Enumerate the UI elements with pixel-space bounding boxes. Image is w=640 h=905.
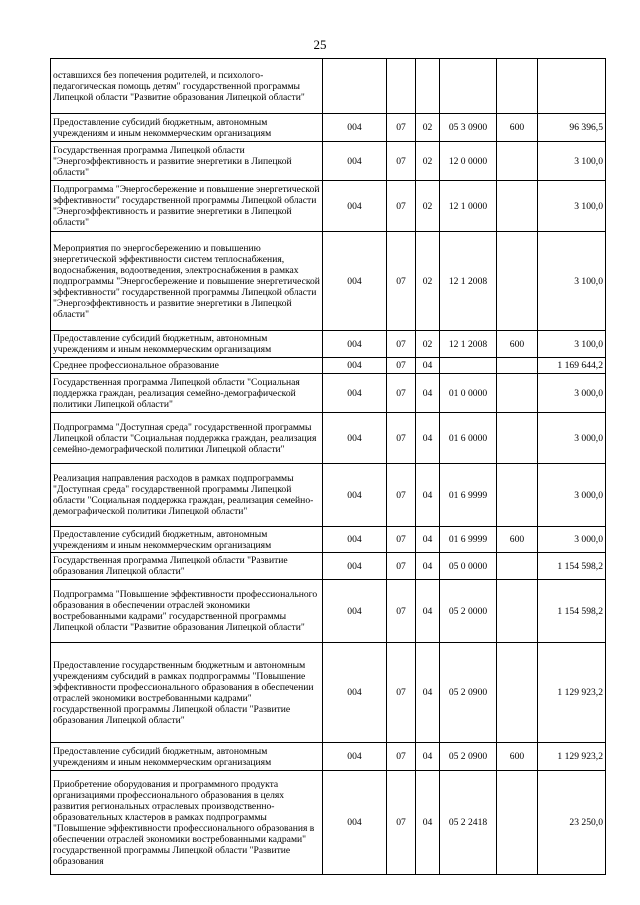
cell-rz: 07 — [387, 232, 416, 331]
cell-sum: 3 100,0 — [538, 232, 606, 331]
cell-sum: 3 100,0 — [538, 181, 606, 232]
cell-sum: 3 000,0 — [538, 527, 606, 553]
cell-sum: 23 250,0 — [538, 771, 606, 875]
cell-rz: 07 — [387, 413, 416, 464]
cell-sum: 3 100,0 — [538, 331, 606, 358]
cell-ved: 004 — [323, 771, 387, 875]
table-row — [51, 553, 606, 580]
cell-sum: 3 000,0 — [538, 374, 606, 413]
cell-pr: 04 — [416, 358, 440, 374]
cell-pr: 02 — [416, 181, 440, 232]
cell-sum: 1 129 923,2 — [538, 643, 606, 743]
cell-sum: 1 154 598,2 — [538, 580, 606, 643]
cell-vr — [497, 413, 538, 464]
cell-rz: 07 — [387, 464, 416, 527]
cell-sum: 3 100,0 — [538, 142, 606, 181]
cell-ved: 004 — [323, 142, 387, 181]
cell-ved: 004 — [323, 331, 387, 358]
cell-rz: 07 — [387, 331, 416, 358]
cell-csr: 05 2 2418 — [440, 771, 497, 875]
cell-ved: 004 — [323, 580, 387, 643]
cell-pr: 04 — [416, 643, 440, 743]
cell-name: Приобретение оборудования и программного продукта организациями профессионального образования в целях развития региональных отраслевых производственно-образовательных кластеров в рамках подпрограммы "Повышение эффективности профессионального образования в обеспечении отраслей экономики востребованными кадрами" государственной программы Липецкой области "Развитие образования — [51, 771, 323, 875]
table-row — [51, 743, 606, 771]
cell-rz: 07 — [387, 553, 416, 580]
cell-pr: 02 — [416, 114, 440, 142]
cell-name: Государственная программа Липецкой области "Социальная поддержка граждан, реализация семейно-демографической политики Липецкой области" — [51, 374, 323, 413]
cell-ved: 004 — [323, 464, 387, 527]
cell-vr — [497, 59, 538, 114]
cell-pr: 04 — [416, 527, 440, 553]
cell-csr: 01 0 0000 — [440, 374, 497, 413]
cell-pr: 02 — [416, 232, 440, 331]
cell-pr: 04 — [416, 464, 440, 527]
cell-csr: 05 2 0900 — [440, 643, 497, 743]
cell-sum: 3 000,0 — [538, 464, 606, 527]
cell-rz: 07 — [387, 142, 416, 181]
cell-ved: 004 — [323, 413, 387, 464]
cell-name: Предоставление субсидий бюджетным, автономным учреждениям и иным некоммерческим организациям — [51, 331, 323, 358]
cell-pr: 04 — [416, 743, 440, 771]
cell-csr: 05 2 0000 — [440, 580, 497, 643]
cell-name: Подпрограмма "Доступная среда" государственной программы Липецкой области "Социальная поддержка граждан, реализация семейно-демографической политики Липецкой области" — [51, 413, 323, 464]
table-row — [51, 114, 606, 142]
cell-sum: 1 169 644,2 — [538, 358, 606, 374]
cell-pr — [416, 59, 440, 114]
table-row — [51, 527, 606, 553]
table-row — [51, 331, 606, 358]
page-number: 25 — [313, 37, 327, 52]
cell-vr — [497, 580, 538, 643]
cell-ved: 004 — [323, 181, 387, 232]
cell-rz: 07 — [387, 114, 416, 142]
cell-csr: 01 6 9999 — [440, 527, 497, 553]
cell-vr — [497, 553, 538, 580]
cell-name: Подпрограмма "Энергосбережение и повышение энергетической эффективности" государственной программы Липецкой области "Энергоэффективность и развитие энергетики в Липецкой области" — [51, 181, 323, 232]
cell-rz: 07 — [387, 743, 416, 771]
cell-vr — [497, 374, 538, 413]
cell-csr: 05 2 0900 — [440, 743, 497, 771]
cell-rz: 07 — [387, 580, 416, 643]
cell-vr — [497, 464, 538, 527]
cell-ved: 004 — [323, 643, 387, 743]
cell-pr: 04 — [416, 580, 440, 643]
budget-table — [50, 58, 606, 875]
cell-name: Мероприятия по энергосбережению и повышению энергетической эффективности систем теплоснабжения, водоснабжения, водоотведения, электроснабжения в рамках подпрограммы "Энергосбережение и повышение энергетической эффективности" государственной программы Липецкой области "Энергоэффективность и развитие энергетики в Липецкой области" — [51, 232, 323, 331]
table-row — [51, 643, 606, 743]
cell-sum: 1 154 598,2 — [538, 553, 606, 580]
cell-vr: 600 — [497, 114, 538, 142]
cell-pr: 04 — [416, 771, 440, 875]
cell-rz: 07 — [387, 181, 416, 232]
cell-rz: 07 — [387, 643, 416, 743]
cell-pr: 04 — [416, 374, 440, 413]
cell-name: Предоставление государственным бюджетным и автономным учреждениям субсидий в рамках подпрограммы "Повышение эффективности профессионального образования в обеспечении отраслей экономики востребованными кадрами" государственной программы Липецкой области "Развитие образования Липецкой области" — [51, 643, 323, 743]
table-row — [51, 464, 606, 527]
cell-csr: 01 6 0000 — [440, 413, 497, 464]
cell-name: оставшихся без попечения родителей, и психолого-педагогическая помощь детям" государственной программы Липецкой области "Развитие образования Липецкой области" — [51, 59, 323, 114]
cell-ved: 004 — [323, 743, 387, 771]
cell-csr: 12 1 0000 — [440, 181, 497, 232]
cell-name: Реализация направления расходов в рамках подпрограммы "Доступная среда" государственной программы Липецкой области "Социальная поддержка граждан, реализация семейно-демографической политики Липецкой области" — [51, 464, 323, 527]
cell-vr — [497, 358, 538, 374]
cell-pr: 02 — [416, 331, 440, 358]
cell-sum: 3 000,0 — [538, 413, 606, 464]
cell-csr: 01 6 9999 — [440, 464, 497, 527]
cell-rz — [387, 59, 416, 114]
cell-name: Среднее профессиональное образование — [51, 358, 323, 374]
cell-name: Предоставление субсидий бюджетным, автономным учреждениям и иным некоммерческим организациям — [51, 743, 323, 771]
cell-vr: 600 — [497, 527, 538, 553]
cell-sum: 96 396,5 — [538, 114, 606, 142]
table-row — [51, 413, 606, 464]
table-row — [51, 142, 606, 181]
cell-pr: 02 — [416, 142, 440, 181]
cell-csr: 12 1 2008 — [440, 232, 497, 331]
cell-vr — [497, 142, 538, 181]
cell-csr: 12 1 2008 — [440, 331, 497, 358]
cell-csr — [440, 358, 497, 374]
cell-rz: 07 — [387, 771, 416, 875]
cell-name: Предоставление субсидий бюджетным, автономным учреждениям и иным некоммерческим организациям — [51, 527, 323, 553]
cell-pr: 04 — [416, 413, 440, 464]
cell-ved: 004 — [323, 374, 387, 413]
cell-name: Государственная программа Липецкой области "Развитие образования Липецкой области" — [51, 553, 323, 580]
table-row — [51, 181, 606, 232]
cell-ved: 004 — [323, 553, 387, 580]
cell-rz: 07 — [387, 527, 416, 553]
cell-ved: 004 — [323, 114, 387, 142]
cell-vr — [497, 181, 538, 232]
cell-ved — [323, 59, 387, 114]
cell-ved: 004 — [323, 358, 387, 374]
cell-csr: 05 3 0900 — [440, 114, 497, 142]
cell-vr: 600 — [497, 331, 538, 358]
cell-vr: 600 — [497, 743, 538, 771]
cell-csr: 05 0 0000 — [440, 553, 497, 580]
cell-name: Предоставление субсидий бюджетным, автономным учреждениям и иным некоммерческим организациям — [51, 114, 323, 142]
table-row — [51, 580, 606, 643]
cell-ved: 004 — [323, 232, 387, 331]
cell-vr — [497, 232, 538, 331]
cell-pr: 04 — [416, 553, 440, 580]
table-row — [51, 374, 606, 413]
cell-name: Государственная программа Липецкой области "Энергоэффективность и развитие энергетики в Липецкой области" — [51, 142, 323, 181]
table-row — [51, 771, 606, 875]
cell-name: Подпрограмма "Повышение эффективности профессионального образования в обеспечении отраслей экономики востребованными кадрами" государственной программы Липецкой области "Развитие образования Липецкой области" — [51, 580, 323, 643]
cell-csr — [440, 59, 497, 114]
cell-sum: 1 129 923,2 — [538, 743, 606, 771]
cell-csr: 12 0 0000 — [440, 142, 497, 181]
cell-vr — [497, 643, 538, 743]
table-row — [51, 59, 606, 114]
cell-ved: 004 — [323, 527, 387, 553]
cell-rz: 07 — [387, 358, 416, 374]
cell-vr — [497, 771, 538, 875]
table-row — [51, 358, 606, 374]
cell-rz: 07 — [387, 374, 416, 413]
table-row — [51, 232, 606, 331]
cell-sum — [538, 59, 606, 114]
